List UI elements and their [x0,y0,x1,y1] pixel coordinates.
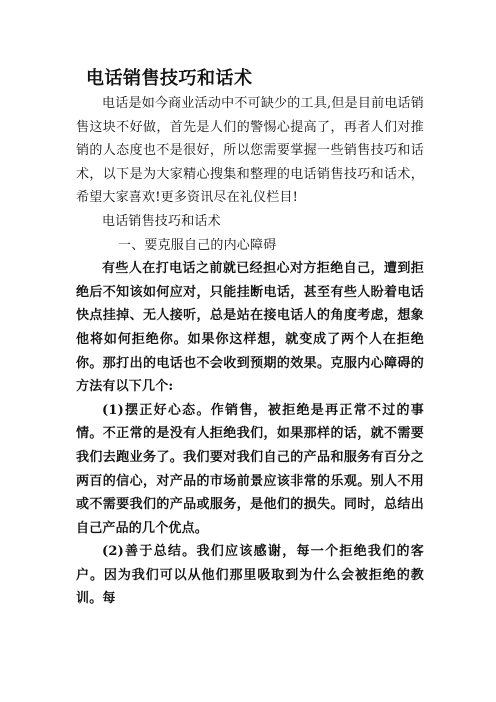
body-paragraph: (2)善于总结。我们应该感谢，每一个拒绝我们的客户。因为我们可以从他们那里吸取到为什么会被拒绝的教训。每 [76,544,424,607]
body-paragraph: 有些人在打电话之前就已经担心对方拒绝自己，遭到拒绝后不知该如何应对，只能挂断电话，甚至有些人盼着电话快点挂掉、无人接听，总是站在接电话人的角度考虑，想象他将如何拒绝你。如果你这样想，就变成了两个人在拒绝你。那打出的电话也不会收到预期的效果。克服内心障碍的方法有以下几个: [76,261,424,395]
body-paragraph: (1)摆正好心态。作销售，被拒绝是再正常不过的事情。不正常的是没有人拒绝我们，如果那样的话，就不需要我们去跑业务了。我们要对我们自己的产品和服务有百分之两百的信心，对产品的市场前景应该非常的乐观。别人不用或不需要我们的产品或服务，是他们的损失。同时，总结出自己产品的几个优点。 [76,402,424,536]
section-heading: 电话销售技巧和话术 [102,213,221,229]
subsection-heading: 一、要克服自己的内心障碍 [118,237,277,253]
intro-paragraph: 电话是如今商业活动中不可缺少的工具,但是目前电话销售这块不好做，首先是人们的警惕心提高了，再者人们对推销的人态度也不是很好，所以您需要掌握一些销售技巧和话术，以下是为大家精心搜集和整理的电话销售技巧和话术，希望大家喜欢!更多资讯尽在礼仪栏目! [76,96,424,206]
document-title: 电话销售技巧和话术 [86,68,253,89]
document-body [76,92,424,611]
